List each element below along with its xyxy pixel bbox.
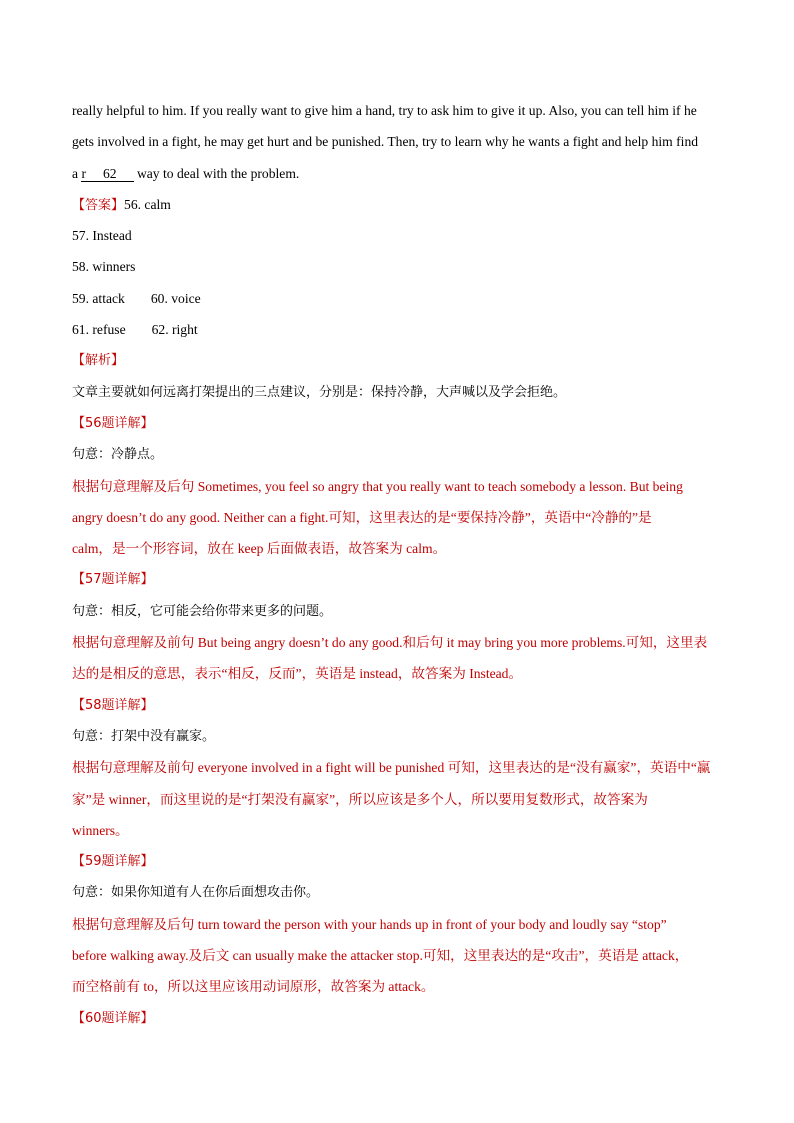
passage-line-3-suffix: way to deal with the problem. <box>133 165 300 181</box>
q58-header: 【58题详解】 <box>72 697 154 713</box>
answer-56: 56. calm <box>124 196 171 212</box>
answer-label: 【答案】 <box>72 197 125 213</box>
q56-line-3: calm，是一个形容词，放在 keep 后面做表语，故答案为 calm。 <box>72 541 447 557</box>
q59-line-3: 而空格前有 to，所以这里应该用动词原形，故答案为 attack。 <box>72 979 435 995</box>
document-content <box>72 95 724 1034</box>
answer-line <box>72 189 724 220</box>
q57-line-2: 达的是相反的意思，表示“相反，反而”，英语是 instead，故答案为 Instead。 <box>72 666 523 682</box>
q56-line-2: angry doesn’t do any good. Neither can a fight.可知，这里表达的是“要保持冷静”，英语中“冷静的”是 <box>72 509 652 525</box>
q58-line-1: 根据句意理解及前句 everyone involved in a fight will be punished 可知，这里表达的是“没有赢家”，英语中“赢 <box>72 760 711 776</box>
answer-57: 57. Instead <box>72 228 132 244</box>
q59-meaning: 句意：如果你知道有人在你后面想攻击你。 <box>72 885 320 901</box>
blank-62-letter: r <box>81 165 86 181</box>
q59-header: 【59题详解】 <box>72 854 154 870</box>
answer-row-59-60 <box>72 283 724 314</box>
passage-line-2: gets involved in a fight, he may get hurt and be punished. Then, try to learn why he wants a fight and help him find <box>72 134 699 150</box>
q57-line-1: 根据句意理解及前句 But being angry doesn’t do any good.和后句 it may bring you more problems.可知，这里表 <box>72 635 708 651</box>
blank-62 <box>81 167 133 182</box>
answer-61: 61. refuse <box>72 322 126 338</box>
q59-line-2: before walking away.及后文 can usually make the attacker stop.可知，这里表达的是“攻击”，英语是 attack， <box>72 948 689 964</box>
q57-meaning: 句意：相反，它可能会给你带来更多的问题。 <box>72 603 333 619</box>
q56-line-1: 根据句意理解及后句 Sometimes, you feel so angry that you really want to teach somebody a lesson. But being <box>72 478 683 494</box>
q60-header: 【60题详解】 <box>72 1010 154 1026</box>
q56-header: 【56题详解】 <box>72 415 154 431</box>
passage-line-3 <box>72 158 724 189</box>
q58-line-3: winners。 <box>72 822 129 838</box>
blank-62-number: 62 <box>102 165 117 181</box>
passage-line-1: really helpful to him. If you really want to give him a hand, try to ask him to give it up. Also, you can tell him if he <box>72 103 697 118</box>
q57-header: 【57题详解】 <box>72 572 154 588</box>
answer-60: 60. voice <box>150 290 201 306</box>
passage-line-3-prefix: a <box>72 165 82 181</box>
answer-62: 62. right <box>151 322 198 338</box>
analysis-label: 【解析】 <box>72 353 125 369</box>
answer-row-61-62 <box>72 314 724 345</box>
analysis-summary: 文章主要就如何远离打架提出的三点建议，分别是：保持冷静，大声喊以及学会拒绝。 <box>72 384 567 400</box>
answer-59: 59. attack <box>72 290 125 306</box>
q58-line-2: 家”是 winner，而这里说的是“打架没有赢家”，所以应该是多个人，所以要用复数形式，故答案为 <box>72 791 648 807</box>
q58-meaning: 句意：打架中没有赢家。 <box>72 728 216 744</box>
q56-meaning: 句意：冷静点。 <box>72 447 164 463</box>
q59-line-1: 根据句意理解及后句 turn toward the person with your hands up in front of your body and loudly say “stop” <box>72 916 667 932</box>
answer-58: 58. winners <box>72 259 136 275</box>
